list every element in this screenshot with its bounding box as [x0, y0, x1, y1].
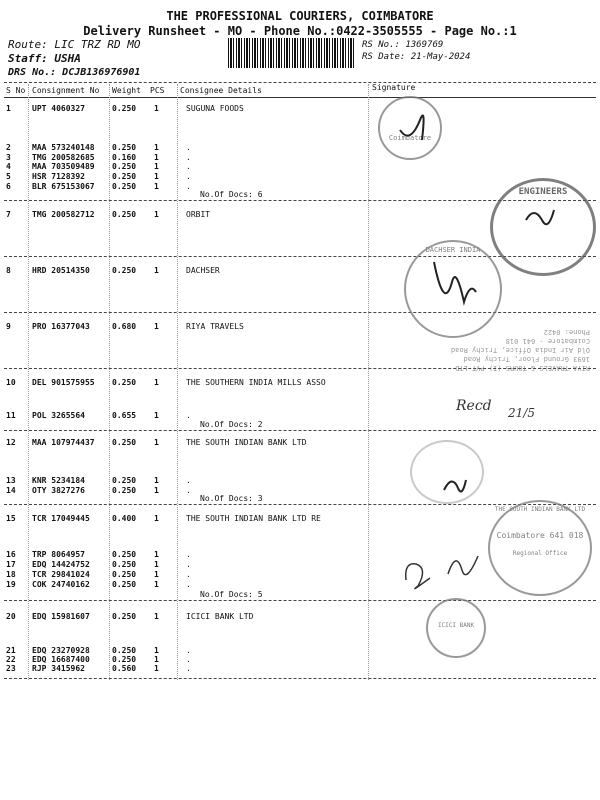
row-weight: 0.250 — [112, 486, 137, 495]
row-sno: 16 — [6, 550, 16, 559]
row-consignee: . — [186, 182, 191, 191]
doc-count-1: No.Of Docs: 6 — [200, 190, 263, 199]
row-weight: 0.250 — [112, 655, 137, 664]
row-weight: 0.250 — [112, 378, 137, 387]
row-pcs: 1 — [154, 266, 159, 275]
row-consignee: . — [186, 476, 191, 485]
handwritten-date: 21/5 — [508, 406, 535, 420]
row-pcs: 1 — [154, 486, 159, 495]
row-sno: 19 — [6, 580, 16, 589]
row-consignee: . — [186, 143, 191, 152]
riya-stamp — [380, 312, 590, 372]
row-consignment-no: MAA 573240148 — [32, 143, 95, 152]
row-consignment-no: PRO 16377043 — [32, 322, 90, 331]
col-signature: Signature — [372, 83, 416, 92]
row-consignee: . — [186, 153, 191, 162]
row-weight: 0.250 — [112, 104, 137, 113]
row-pcs: 1 — [154, 210, 159, 219]
row-consignee: . — [186, 580, 191, 589]
row-pcs: 1 — [154, 646, 159, 655]
row-sno: 23 — [6, 664, 16, 673]
runsheet-title: Delivery Runsheet - MO - Phone No.:0422-3505555 - Page No.:1 — [83, 24, 517, 38]
row-consignee: ICICI BANK LTD — [186, 612, 254, 621]
riya-line-1: RIYA TRAVELS & TOURS (I) PVT LTD — [455, 364, 590, 372]
riya-line-5: Phone: 0422 — [543, 328, 590, 336]
riya-line-4: Coimbatore - 641 018 — [505, 337, 590, 345]
engineers-stamp-text: ENGINEERS — [518, 187, 568, 197]
row-weight: 0.250 — [112, 646, 137, 655]
row-weight: 0.250 — [112, 182, 137, 191]
row-pcs: 1 — [154, 378, 159, 387]
row-pcs: 1 — [154, 655, 159, 664]
row-pcs: 1 — [154, 612, 159, 621]
row-consignee: . — [186, 550, 191, 559]
header-bottom-rule — [4, 97, 596, 98]
row-weight: 0.250 — [112, 266, 137, 275]
row-consignee: THE SOUTHERN INDIA MILLS ASSO — [186, 378, 326, 387]
row-pcs: 1 — [154, 550, 159, 559]
row-consignee: . — [186, 172, 191, 181]
signature-2 — [520, 198, 560, 238]
company-title: THE PROFESSIONAL COURIERS, COIMBATORE — [166, 9, 434, 23]
row-weight: 0.250 — [112, 612, 137, 621]
row-consignee: . — [186, 664, 191, 673]
row-consignment-no: TCR 29841024 — [32, 570, 90, 579]
row-consignment-no: BLR 675153067 — [32, 182, 95, 191]
row-consignment-no: EDQ 16687400 — [32, 655, 90, 664]
row-weight: 0.250 — [112, 570, 137, 579]
row-consignee: . — [186, 655, 191, 664]
row-sno: 9 — [6, 322, 11, 331]
row-sno: 13 — [6, 476, 16, 485]
row-sno: 12 — [6, 438, 16, 447]
row-consignment-no: TRP 8064957 — [32, 550, 85, 559]
row-sno: 6 — [6, 182, 11, 191]
row-consignment-no: HRD 20514350 — [32, 266, 90, 275]
row-weight: 0.250 — [112, 143, 137, 152]
row-pcs: 1 — [154, 172, 159, 181]
row-consignment-no: EDQ 15981607 — [32, 612, 90, 621]
header-top-rule — [4, 82, 596, 83]
rs-date: RS Date: 21-May-2024 — [362, 52, 471, 62]
icici-stamp-text: ICICI BANK — [437, 622, 475, 629]
row-pcs: 1 — [154, 143, 159, 152]
signature-3 — [424, 252, 484, 312]
row-weight: 0.655 — [112, 411, 137, 420]
row-weight: 0.250 — [112, 210, 137, 219]
doc-count-4: No.Of Docs: 5 — [200, 590, 263, 599]
col-rule-2 — [109, 84, 110, 680]
row-sno: 15 — [6, 514, 16, 523]
group-separator — [4, 504, 596, 505]
row-pcs: 1 — [154, 438, 159, 447]
row-pcs: 1 — [154, 322, 159, 331]
row-consignee: THE SOUTH INDIAN BANK LTD — [186, 438, 307, 447]
row-consignee: RIYA TRAVELS — [186, 322, 244, 331]
col-consignment: Consignment No — [32, 86, 100, 95]
row-weight: 0.250 — [112, 560, 137, 569]
dachser-stamp-text: DACHSER INDIA — [425, 246, 481, 254]
col-rule-1 — [28, 84, 29, 680]
row-pcs: 1 — [154, 153, 159, 162]
row-sno: 3 — [6, 153, 11, 162]
row-sno: 11 — [6, 411, 16, 420]
row-consignee: . — [186, 646, 191, 655]
row-sno: 5 — [6, 172, 11, 181]
signature-1 — [392, 100, 442, 150]
row-weight: 0.400 — [112, 514, 137, 523]
row-consignment-no: MAA 107974437 — [32, 438, 95, 447]
row-sno: 7 — [6, 210, 11, 219]
row-consignment-no: MAA 703509489 — [32, 162, 95, 171]
doc-count-3: No.Of Docs: 3 — [200, 494, 263, 503]
row-sno: 14 — [6, 486, 16, 495]
row-weight: 0.560 — [112, 664, 137, 673]
col-consignee: Consignee Details — [180, 86, 262, 95]
row-pcs: 1 — [154, 570, 159, 579]
row-consignment-no: HSR 7128392 — [32, 172, 85, 181]
row-consignment-no: DEL 901575955 — [32, 378, 95, 387]
icici-stamp — [426, 598, 486, 658]
row-weight: 0.250 — [112, 550, 137, 559]
row-consignment-no: TMG 200582712 — [32, 210, 95, 219]
row-consignee: SUGUNA FOODS — [186, 104, 244, 113]
coimbatore-stamp-text: Coimbatore — [388, 134, 432, 142]
row-consignee: . — [186, 411, 191, 420]
row-weight: 0.250 — [112, 580, 137, 589]
row-pcs: 1 — [154, 514, 159, 523]
row-consignment-no: KNR 5234184 — [32, 476, 85, 485]
group-separator — [4, 430, 596, 431]
row-pcs: 1 — [154, 476, 159, 485]
row-sno: 20 — [6, 612, 16, 621]
route-label: Route: LIC TRZ RD MO — [8, 38, 141, 51]
sib-stamp — [488, 500, 592, 596]
barcode — [228, 38, 356, 68]
row-consignment-no: TCR 17049445 — [32, 514, 90, 523]
riya-line-2: 1693 Ground Floor, Trichy Road — [463, 355, 590, 363]
group-separator — [4, 678, 596, 679]
row-consignment-no: COK 24740162 — [32, 580, 90, 589]
row-consignment-no: UPT 4060327 — [32, 104, 85, 113]
row-sno: 8 — [6, 266, 11, 275]
drs-number: DRS No.: DCJB136976901 — [8, 67, 141, 78]
col-weight: Weight — [112, 86, 141, 95]
row-weight: 0.250 — [112, 476, 137, 485]
row-consignment-no: RJP 3415962 — [32, 664, 85, 673]
col-pcs: PCS — [150, 86, 165, 95]
handwritten-recd: Recd — [456, 398, 492, 414]
riya-line-3: Old Air India Office, Trichy Road — [450, 346, 590, 354]
row-pcs: 1 — [154, 580, 159, 589]
row-consignment-no: POL 3265564 — [32, 411, 85, 420]
row-consignment-no: TMG 200582685 — [32, 153, 95, 162]
col-sno: S No — [6, 86, 26, 95]
row-consignee: . — [186, 560, 191, 569]
row-sno: 21 — [6, 646, 16, 655]
row-sno: 22 — [6, 655, 16, 664]
signature-5 — [400, 544, 500, 600]
row-sno: 4 — [6, 162, 11, 171]
row-sno: 1 — [6, 104, 11, 113]
sib-stamp-ring: THE SOUTH INDIAN BANK LTD — [494, 506, 586, 513]
row-pcs: 1 — [154, 664, 159, 673]
signature-4 — [440, 470, 470, 500]
col-rule-3 — [177, 84, 178, 680]
row-consignee: . — [186, 570, 191, 579]
row-weight: 0.160 — [112, 153, 137, 162]
row-consignment-no: EDQ 23270928 — [32, 646, 90, 655]
rs-number: RS No.: 1369769 — [362, 40, 444, 50]
row-consignee: . — [186, 486, 191, 495]
row-sno: 18 — [6, 570, 16, 579]
sib-stamp-regional: Regional Office — [512, 550, 568, 557]
row-consignment-no: OTY 3827276 — [32, 486, 85, 495]
row-consignee: DACHSER — [186, 266, 220, 275]
row-weight: 0.250 — [112, 162, 137, 171]
group-separator — [4, 600, 596, 601]
row-weight: 0.250 — [112, 172, 137, 181]
row-consignee: . — [186, 162, 191, 171]
row-pcs: 1 — [154, 182, 159, 191]
staff-label: Staff: USHA — [8, 52, 81, 65]
row-pcs: 1 — [154, 162, 159, 171]
row-sno: 17 — [6, 560, 16, 569]
row-pcs: 1 — [154, 411, 159, 420]
row-pcs: 1 — [154, 104, 159, 113]
row-pcs: 1 — [154, 560, 159, 569]
row-sno: 2 — [6, 143, 11, 152]
doc-count-2: No.Of Docs: 2 — [200, 420, 263, 429]
row-weight: 0.250 — [112, 438, 137, 447]
sib-stamp-text: Coimbatore 641 018 — [496, 531, 584, 540]
row-consignee: ORBIT — [186, 210, 211, 219]
row-consignee: THE SOUTH INDIAN BANK LTD RE — [186, 514, 321, 523]
row-consignment-no: EDQ 14424752 — [32, 560, 90, 569]
col-rule-4 — [368, 84, 369, 680]
row-weight: 0.680 — [112, 322, 137, 331]
row-sno: 10 — [6, 378, 16, 387]
